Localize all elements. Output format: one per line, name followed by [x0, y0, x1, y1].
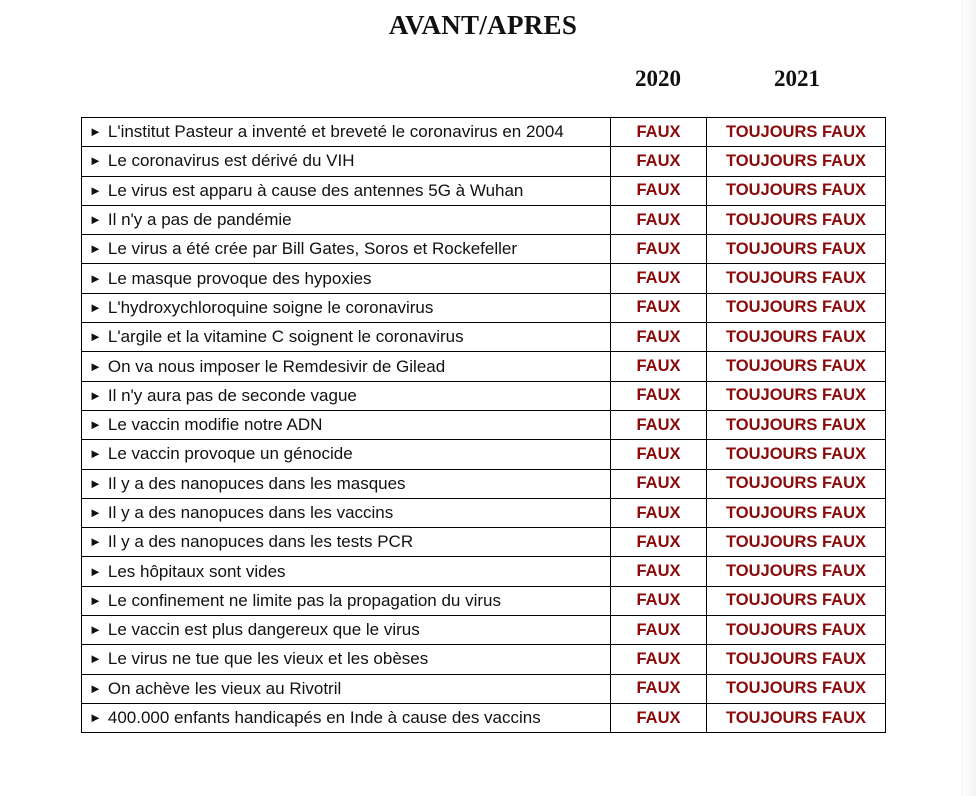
claim-cell	[82, 440, 611, 469]
bullet-arrow-icon: ►	[89, 563, 102, 579]
claim-text: Le virus est apparu à cause des antennes 5G à Wuhan	[107, 180, 524, 200]
claim-cell	[82, 264, 611, 293]
verdict-2020-cell: FAUX	[611, 176, 707, 205]
claim-cell	[82, 381, 611, 410]
bullet-arrow-icon: ►	[89, 153, 102, 169]
verdict-2020-cell: FAUX	[611, 205, 707, 234]
table-row	[82, 703, 886, 732]
column-header-2020: 2020	[635, 66, 681, 91]
claim-cell	[82, 118, 611, 147]
bullet-arrow-icon: ►	[89, 270, 102, 286]
verdict-2021-cell: TOUJOURS FAUX	[707, 586, 886, 615]
claim-cell	[82, 235, 611, 264]
verdict-2020-cell: FAUX	[611, 293, 707, 322]
claim-cell	[82, 616, 611, 645]
table-row	[82, 118, 886, 147]
claim-cell	[82, 498, 611, 527]
verdict-2021-cell: TOUJOURS FAUX	[707, 293, 886, 322]
claim-text: L'argile et la vitamine C soignent le coronavirus	[107, 327, 464, 347]
table-row	[82, 176, 886, 205]
verdict-2021-cell: TOUJOURS FAUX	[707, 645, 886, 674]
claim-text: Le vaccin modifie notre ADN	[107, 415, 323, 435]
verdict-2021-cell: TOUJOURS FAUX	[707, 118, 886, 147]
verdict-2020-cell: FAUX	[611, 498, 707, 527]
claims-table	[81, 117, 886, 733]
claim-cell	[82, 674, 611, 703]
verdict-2020-cell: FAUX	[611, 235, 707, 264]
table-row	[82, 645, 886, 674]
claim-text: Le confinement ne limite pas la propagation du virus	[107, 590, 501, 610]
verdict-2020-cell: FAUX	[611, 674, 707, 703]
claim-cell	[82, 410, 611, 439]
verdict-2020-cell: FAUX	[611, 147, 707, 176]
verdict-2021-cell: TOUJOURS FAUX	[707, 264, 886, 293]
table-row	[82, 235, 886, 264]
verdict-2020-cell: FAUX	[611, 264, 707, 293]
verdict-2021-cell: TOUJOURS FAUX	[707, 469, 886, 498]
table-row	[82, 440, 886, 469]
claim-text: Le masque provoque des hypoxies	[107, 268, 372, 288]
verdict-2021-cell: TOUJOURS FAUX	[707, 498, 886, 527]
bullet-arrow-icon: ►	[89, 475, 102, 491]
table-row	[82, 674, 886, 703]
bullet-arrow-icon: ►	[89, 534, 102, 550]
table-row	[82, 469, 886, 498]
claim-cell	[82, 469, 611, 498]
verdict-2021-cell: TOUJOURS FAUX	[707, 352, 886, 381]
claim-cell	[82, 703, 611, 732]
claim-text: Il n'y aura pas de seconde vague	[107, 385, 357, 405]
bullet-arrow-icon: ►	[89, 622, 102, 638]
verdict-2021-cell: TOUJOURS FAUX	[707, 235, 886, 264]
verdict-2020-cell: FAUX	[611, 118, 707, 147]
claim-text: Le coronavirus est dérivé du VIH	[107, 151, 355, 171]
claim-text: Il y a des nanopuces dans les vaccins	[107, 503, 394, 522]
verdict-2020-cell: FAUX	[611, 410, 707, 439]
bullet-arrow-icon: ►	[89, 710, 102, 726]
claim-cell	[82, 176, 611, 205]
claim-text: L'institut Pasteur a inventé et breveté le coronavirus en 2004	[107, 122, 564, 142]
table-row	[82, 498, 886, 527]
table-row	[82, 557, 886, 586]
bullet-arrow-icon: ►	[89, 182, 102, 198]
column-header-2021: 2021	[774, 66, 820, 91]
verdict-2020-cell: FAUX	[611, 586, 707, 615]
verdict-2020-cell: FAUX	[611, 703, 707, 732]
verdict-2021-cell: TOUJOURS FAUX	[707, 557, 886, 586]
verdict-2020-cell: FAUX	[611, 469, 707, 498]
verdict-2020-cell: FAUX	[611, 323, 707, 352]
table-row	[82, 528, 886, 557]
claim-text: Le vaccin provoque un génocide	[107, 444, 353, 464]
table-row	[82, 264, 886, 293]
table-row	[82, 381, 886, 410]
claim-text: On va nous imposer le Remdesivir de Gilead	[107, 356, 446, 376]
bullet-arrow-icon: ►	[89, 358, 102, 374]
verdict-2020-cell: FAUX	[611, 352, 707, 381]
table-row	[82, 147, 886, 176]
verdict-2021-cell: TOUJOURS FAUX	[707, 674, 886, 703]
verdict-2020-cell: FAUX	[611, 440, 707, 469]
verdict-2021-cell: TOUJOURS FAUX	[707, 323, 886, 352]
claim-text: Il y a des nanopuces dans les masques	[107, 473, 406, 493]
table-row	[82, 205, 886, 234]
claim-text: L'hydroxychloroquine soigne le coronavirus	[107, 297, 434, 317]
claim-cell	[82, 557, 611, 586]
verdict-2021-cell: TOUJOURS FAUX	[707, 147, 886, 176]
claim-cell	[82, 293, 611, 322]
verdict-2021-cell: TOUJOURS FAUX	[707, 205, 886, 234]
claim-text: Les hôpitaux sont vides	[107, 561, 286, 581]
verdict-2021-cell: TOUJOURS FAUX	[707, 616, 886, 645]
claim-cell	[82, 323, 611, 352]
claim-cell	[82, 528, 611, 557]
table-row	[82, 586, 886, 615]
table-row	[82, 616, 886, 645]
bullet-arrow-icon: ►	[89, 212, 102, 228]
bullet-arrow-icon: ►	[89, 124, 102, 140]
bullet-arrow-icon: ►	[89, 241, 102, 257]
verdict-2021-cell: TOUJOURS FAUX	[707, 176, 886, 205]
verdict-2020-cell: FAUX	[611, 616, 707, 645]
claims-table-body	[82, 118, 886, 733]
page-edge	[962, 0, 976, 796]
verdict-2021-cell: TOUJOURS FAUX	[707, 381, 886, 410]
bullet-arrow-icon: ►	[89, 680, 102, 696]
claim-text: Le virus ne tue que les vieux et les obèses	[107, 649, 429, 669]
table-row	[82, 293, 886, 322]
verdict-2021-cell: TOUJOURS FAUX	[707, 440, 886, 469]
table-row	[82, 323, 886, 352]
verdict-2021-cell: TOUJOURS FAUX	[707, 410, 886, 439]
verdict-2021-cell: TOUJOURS FAUX	[707, 703, 886, 732]
bullet-arrow-icon: ►	[89, 446, 102, 462]
bullet-arrow-icon: ►	[89, 387, 102, 403]
bullet-arrow-icon: ►	[89, 417, 102, 433]
claim-text: 400.000 enfants handicapés en Inde à cause des vaccins	[107, 708, 541, 728]
bullet-arrow-icon: ►	[89, 299, 102, 315]
verdict-2020-cell: FAUX	[611, 528, 707, 557]
claim-cell	[82, 645, 611, 674]
table-row	[82, 352, 886, 381]
verdict-2021-cell: TOUJOURS FAUX	[707, 528, 886, 557]
bullet-arrow-icon: ►	[89, 592, 102, 608]
bullet-arrow-icon: ►	[89, 651, 102, 667]
claim-text: On achève les vieux au Rivotril	[107, 678, 342, 698]
claim-text: Le vaccin est plus dangereux que le virus	[107, 620, 420, 640]
claim-cell	[82, 147, 611, 176]
claim-text: Il n'y a pas de pandémie	[107, 210, 292, 230]
bullet-arrow-icon: ►	[89, 505, 102, 520]
claim-text: Le virus a été crée par Bill Gates, Soros et Rockefeller	[107, 239, 518, 259]
claim-cell	[82, 586, 611, 615]
claim-cell	[82, 352, 611, 381]
table-row	[82, 410, 886, 439]
page-title: AVANT/APRES	[388, 10, 578, 40]
verdict-2020-cell: FAUX	[611, 381, 707, 410]
verdict-2020-cell: FAUX	[611, 557, 707, 586]
verdict-2020-cell: FAUX	[611, 645, 707, 674]
claim-text: Il y a des nanopuces dans les tests PCR	[107, 532, 414, 552]
bullet-arrow-icon: ►	[89, 329, 102, 345]
claim-cell	[82, 205, 611, 234]
